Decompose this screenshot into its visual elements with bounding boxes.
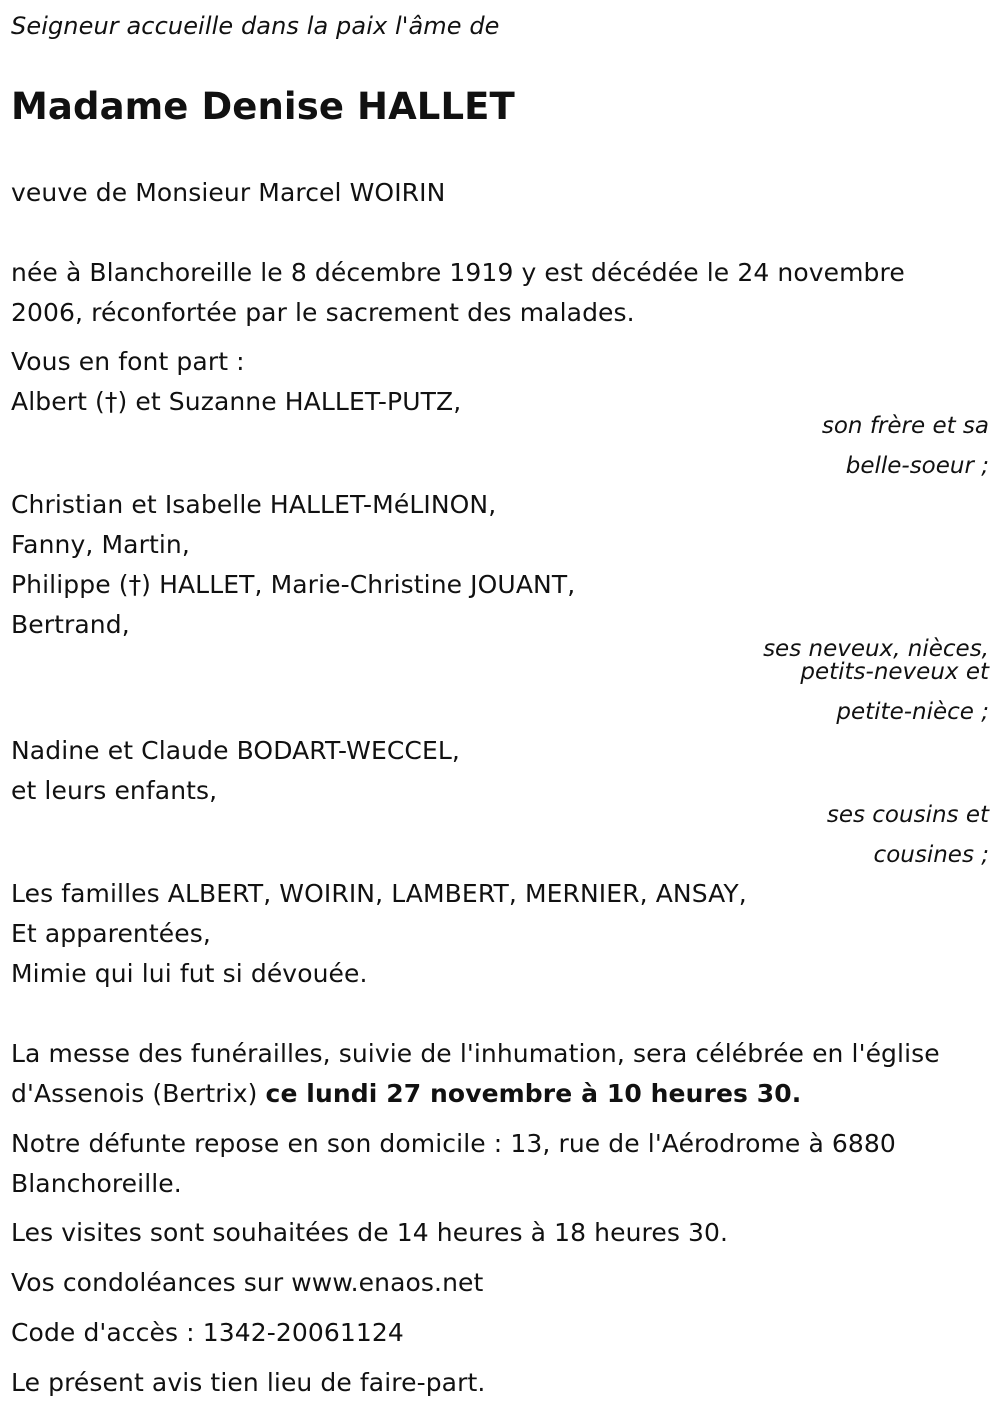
relation-cousins-1: ses cousins et [826, 802, 989, 828]
relation-nephews-2: petits-neveux et [800, 659, 989, 685]
family-others-line-1: Les familles ALBERT, WOIRIN, LAMBERT, MERNIER, ANSAY, [11, 879, 747, 908]
relation-brother-1: son frère et sa [821, 413, 989, 439]
funeral-line-2 [11, 1074, 801, 1114]
rest-line-2: Blanchoreille. [11, 1169, 182, 1198]
widow-line: veuve de Monsieur Marcel WOIRIN [11, 178, 446, 207]
family-nephew-line-1: Christian et Isabelle HALLET-MéLINON, [11, 490, 497, 519]
family-others-line-3: Mimie qui lui fut si dévouée. [11, 959, 368, 988]
rest-line-1: Notre défunte repose en son domicile : 13, rue de l'Aérodrome à 6880 [11, 1129, 896, 1158]
birth-death-line-2: 2006, réconfortée par le sacrement des malades. [11, 298, 635, 327]
relation-brother-2: belle-soeur ; [845, 453, 989, 479]
notice-line: Le présent avis tien lieu de faire-part. [11, 1368, 486, 1397]
family-nephew-line-4: Bertrand, [11, 610, 130, 639]
relation-cousins-2: cousines ; [873, 842, 989, 868]
funeral-line-1: La messe des funérailles, suivie de l'inhumation, sera célébrée en l'église [11, 1039, 940, 1068]
birth-death-line-1: née à Blanchoreille le 8 décembre 1919 y est décédée le 24 novembre [11, 258, 905, 287]
funeral-datetime: ce lundi 27 novembre à 10 heures 30. [265, 1079, 802, 1108]
family-cousin-line-1: Nadine et Claude BODART-WECCEL, [11, 736, 460, 765]
announce-line: Vous en font part : [11, 347, 245, 376]
relation-nephews-3: petite-nièce ; [836, 699, 989, 725]
family-others-line-2: Et apparentées, [11, 919, 211, 948]
funeral-place: d'Assenois (Bertrix) [11, 1079, 266, 1108]
visits-line: Les visites sont souhaitées de 14 heures à 18 heures 30. [11, 1218, 729, 1247]
condolences-line: Vos condoléances sur www.enaos.net [11, 1268, 484, 1297]
access-code-line: Code d'accès : 1342-20061124 [11, 1318, 404, 1347]
intro-text: Seigneur accueille dans la paix l'âme de [11, 12, 500, 40]
relation-nephews-1: ses neveux, nièces, [763, 636, 989, 662]
family-nephew-line-3: Philippe (†) HALLET, Marie-Christine JOUANT, [11, 570, 576, 599]
family-nephew-line-2: Fanny, Martin, [11, 530, 190, 559]
family-cousin-line-2: et leurs enfants, [11, 776, 218, 805]
family-brother-line: Albert (†) et Suzanne HALLET-PUTZ, [11, 387, 462, 416]
deceased-name: Madame Denise HALLET [11, 85, 515, 128]
